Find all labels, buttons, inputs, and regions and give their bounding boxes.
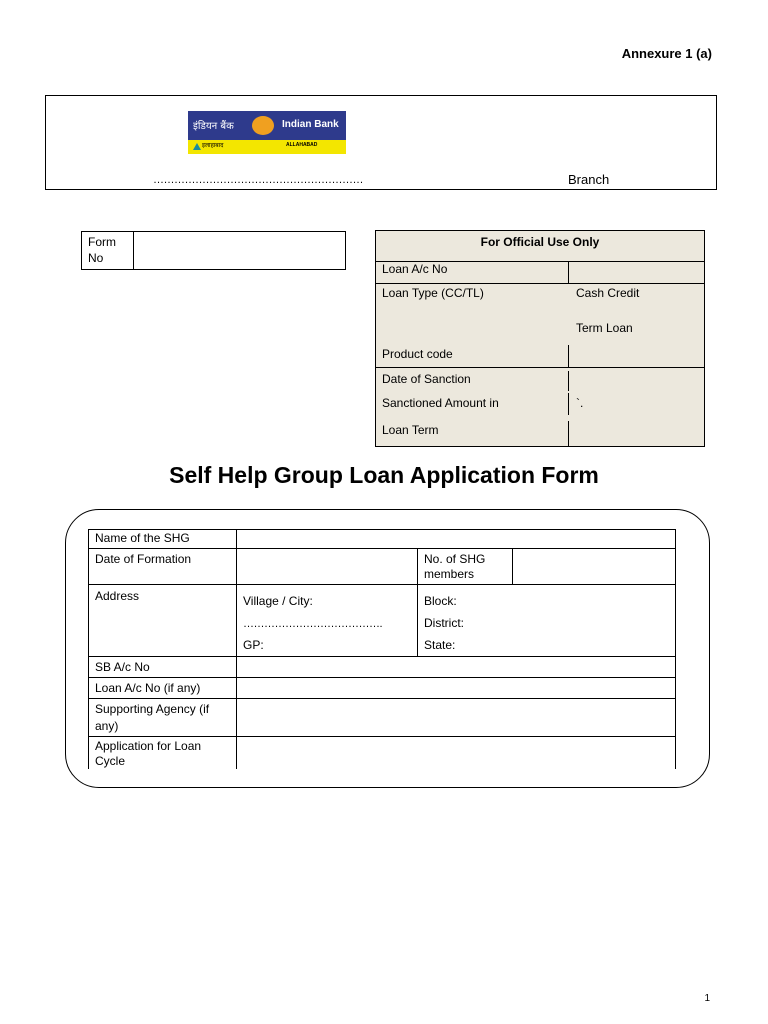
indian-bank-logo [188, 111, 346, 154]
page-title: Self Help Group Loan Application Form [169, 462, 599, 488]
application-cycle-label: Application for Loan Cycle [95, 739, 202, 768]
village-city-label: Village / City: [243, 594, 313, 608]
logo-english-sub: ALLAHABAD [286, 142, 318, 148]
village-dots: …………………………………. [243, 618, 383, 630]
form-no-box [81, 231, 346, 270]
official-use-title: For Official Use Only [480, 235, 600, 249]
name-of-shg-label: Name of the SHG [95, 531, 190, 545]
address-label: Address [95, 589, 140, 603]
loan-type-label: Loan Type (CC/TL) [382, 286, 484, 300]
date-of-sanction-label: Date of Sanction [382, 372, 471, 386]
loan-ac-no-if-any-label: Loan A/c No (if any) [95, 681, 201, 695]
branch-dots: …………………………………………………… [153, 174, 363, 186]
official-use-box [375, 230, 705, 447]
bank-emblem-icon [252, 116, 274, 135]
sanctioned-amount-label: Sanctioned Amount in [382, 396, 499, 410]
branch-label: Branch [568, 172, 610, 187]
sb-ac-no-label: SB A/c No [95, 660, 150, 674]
bank-header-box [45, 95, 717, 190]
date-of-formation-label: Date of Formation [95, 552, 192, 566]
no-of-members-label: No. of SHG members [424, 552, 486, 581]
state-label: State: [424, 638, 456, 652]
block-label: Block: [424, 594, 457, 608]
form-no-label: Form No [88, 235, 116, 265]
supporting-agency-label: Supporting Agency (if any) [95, 702, 210, 733]
gp-label: GP: [243, 638, 264, 652]
page-number: 1 [704, 993, 710, 1004]
allahabad-triangle-icon [193, 143, 201, 150]
product-code-label: Product code [382, 347, 453, 361]
annexure-label: Annexure 1 (a) [621, 46, 712, 61]
amount-symbol: `. [576, 396, 584, 410]
loan-ac-no-label: Loan A/c No [382, 262, 448, 276]
logo-hindi-sub: इलाहाबाद [202, 142, 224, 149]
term-loan-label: Term Loan [576, 321, 633, 335]
district-label: District: [424, 616, 464, 630]
cash-credit-label: Cash Credit [576, 286, 640, 300]
logo-english-name: Indian Bank [282, 119, 339, 130]
logo-hindi-name: इंडियन बैंक [193, 121, 234, 132]
loan-term-label: Loan Term [382, 423, 439, 437]
